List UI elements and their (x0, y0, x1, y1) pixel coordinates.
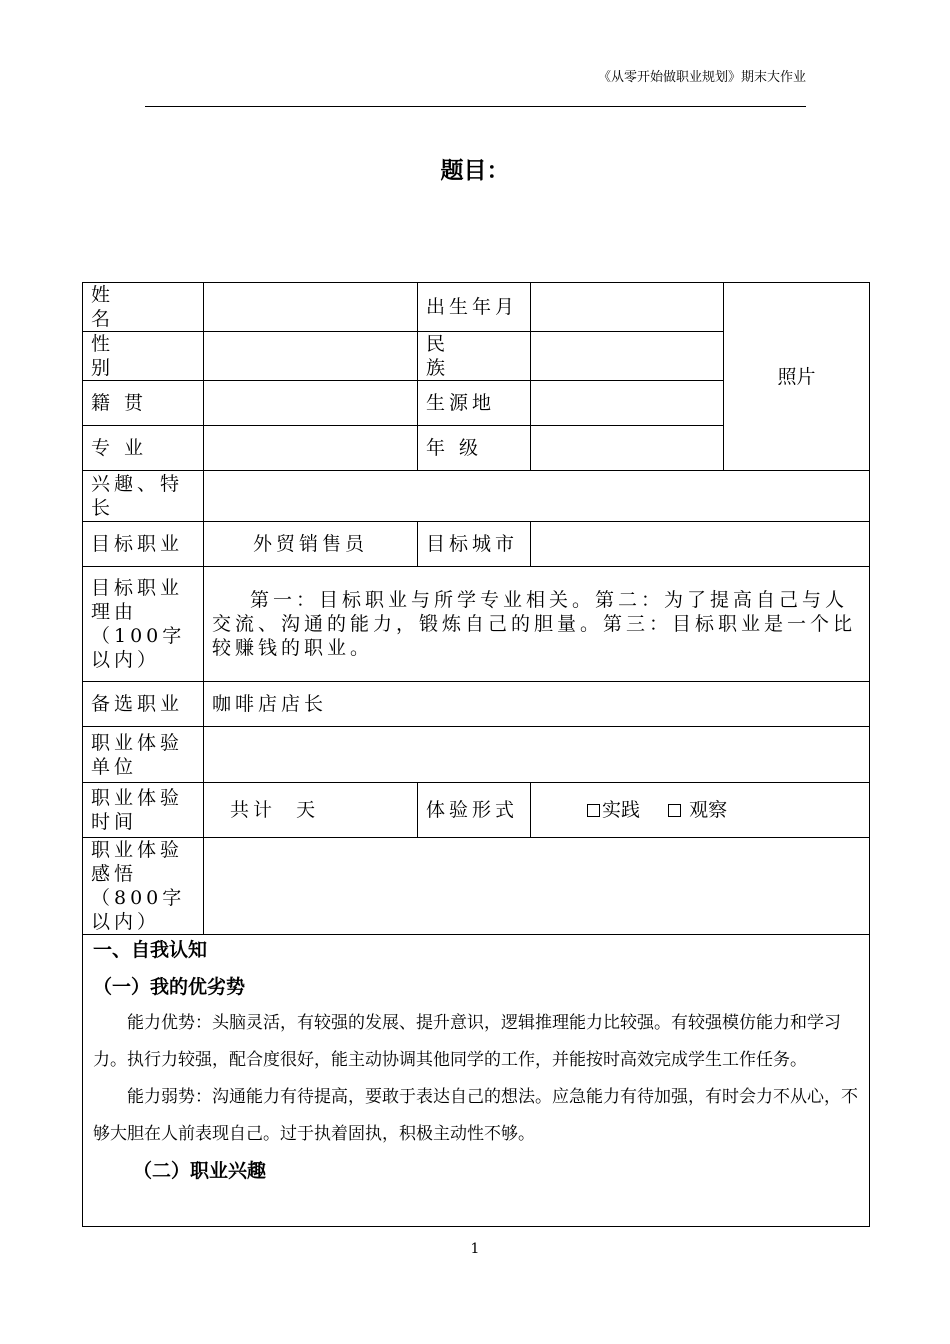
row-insight (83, 838, 870, 935)
grade-field[interactable] (531, 426, 724, 471)
native-label: 籍 贯 (83, 381, 204, 426)
major-label: 专 业 (83, 426, 204, 471)
alt-job-value[interactable]: 咖啡店店长 (204, 682, 870, 727)
practice-option[interactable] (587, 799, 640, 821)
observe-checkbox[interactable] (668, 804, 681, 817)
exp-unit-label: 职业体验单位 (83, 727, 204, 783)
grade-label: 年 级 (418, 426, 531, 471)
major-field[interactable] (204, 426, 418, 471)
birth-field[interactable] (531, 283, 724, 332)
target-city-field[interactable] (531, 522, 870, 567)
target-city-label: 目标城市 (418, 522, 531, 567)
interest-field[interactable] (204, 471, 870, 522)
content-cell (83, 935, 870, 1227)
paragraph-weaknesses: 能力弱势：沟通能力有待提高，要敢于表达自己的想法。应急能力有待加强，有时会力不从心，不够大胆在人前表现自己。过于执着固执，积极主动性不够。 (93, 1087, 858, 1144)
row-target-job (83, 522, 870, 567)
section-self-awareness: 一、自我认知 (93, 939, 208, 961)
target-job-value[interactable]: 外贸销售员 (204, 522, 418, 567)
practice-checkbox[interactable] (587, 804, 600, 817)
page-header: 《从零开始做职业规划》期末大作业 (597, 70, 806, 85)
header-rule (145, 106, 806, 107)
exp-time-value[interactable]: 共计 天 (204, 783, 418, 838)
reason-value[interactable]: 第一：目标职业与所学专业相关。第二：为了提高自己与人交流、沟通的能力，锻炼自己的胆量。第三：目标职业是一个比较赚钱的职业。 (204, 567, 870, 682)
row-exp-time (83, 783, 870, 838)
insight-field[interactable] (204, 838, 870, 935)
exp-unit-field[interactable] (204, 727, 870, 783)
practice-label: 实践 (602, 799, 641, 821)
name-label: 姓 名 (83, 283, 204, 332)
subsection-career-interest: （二）职业兴趣 (133, 1160, 267, 1182)
gender-field[interactable] (204, 332, 418, 381)
exp-time-label: 职业体验时间 (83, 783, 204, 838)
row-content (83, 935, 870, 1227)
ethnicity-field[interactable] (531, 332, 724, 381)
gender-label: 性 别 (83, 332, 204, 381)
birth-label: 出生年月 (418, 283, 531, 332)
reason-label: 目标职业理由（100字以内） (83, 567, 204, 682)
name-field[interactable] (204, 283, 418, 332)
interest-label: 兴趣、特长 (83, 471, 204, 522)
insight-label: 职业体验感悟（800字以内） (83, 838, 204, 935)
observe-label: 观察 (689, 799, 728, 821)
profile-form-table (82, 282, 870, 1227)
target-job-label: 目标职业 (83, 522, 204, 567)
paragraph-strengths: 能力优势：头脑灵活，有较强的发展、提升意识，逻辑推理能力比较强。有较强模仿能力和学习力。执行力较强，配合度很好，能主动协调其他同学的工作，并能按时高效完成学生工作任务。 (93, 1013, 841, 1070)
ethnicity-label: 民 族 (418, 332, 531, 381)
page-number: 1 (470, 1241, 480, 1257)
observe-option[interactable] (668, 799, 727, 821)
native-field[interactable] (204, 381, 418, 426)
origin-field[interactable] (531, 381, 724, 426)
photo-label: 照片 (777, 365, 816, 388)
origin-label: 生源地 (418, 381, 531, 426)
row-alt-job (83, 682, 870, 727)
subsection-strengths-weaknesses: （一）我的优劣势 (93, 976, 246, 998)
row-interest (83, 471, 870, 522)
page-title: 题目： (440, 158, 510, 184)
row-reason (83, 567, 870, 682)
exp-form-label: 体验形式 (418, 783, 531, 838)
photo-cell[interactable] (724, 283, 870, 471)
row-name (83, 283, 870, 332)
alt-job-label: 备选职业 (83, 682, 204, 727)
row-exp-unit (83, 727, 870, 783)
exp-form-options (531, 783, 870, 838)
